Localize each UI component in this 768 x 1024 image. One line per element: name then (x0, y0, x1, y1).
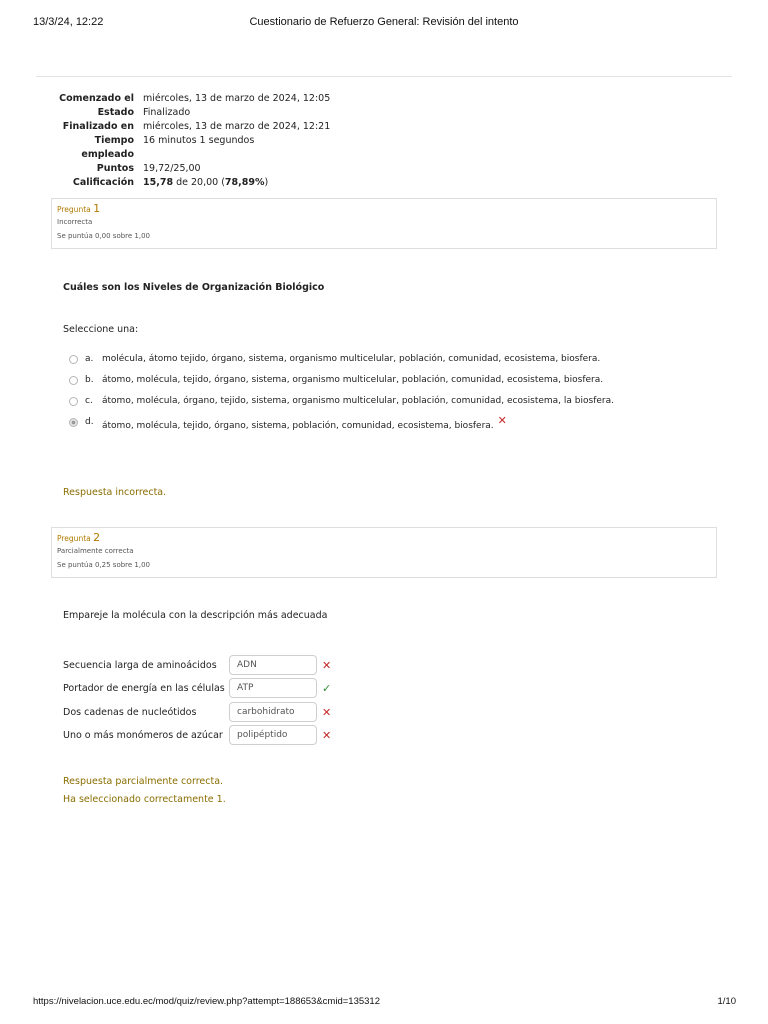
incorrect-icon: ✕ (322, 705, 332, 719)
question-2-info (51, 527, 717, 578)
option-letter: c. (85, 396, 93, 406)
summary-label: empleado (81, 149, 134, 160)
answer-option-d[interactable] (69, 414, 507, 431)
question-1-feedback: Respuesta incorrecta. (63, 487, 167, 498)
question-grade: Se puntúa 0,00 sobre 1,00 (57, 232, 151, 240)
match-label: Portador de energía en las células (63, 682, 225, 694)
match-row (63, 678, 343, 698)
print-datetime: 13/3/24, 12:22 (33, 16, 104, 28)
match-label: Secuencia larga de aminoácidos (63, 659, 217, 671)
summary-row-time (56, 134, 330, 148)
divider (36, 76, 732, 77)
option-letter: b. (85, 375, 94, 385)
option-text: átomo, molécula, órgano, tejido, sistema, organismo multicelular, población, comunidad, ecosistema, la biosfera. (102, 396, 614, 406)
answer-option-c[interactable] (69, 396, 614, 406)
option-text: átomo, molécula, tejido, órgano, sistema, organismo multicelular, población, comunidad, ecosistema, biosfera. (102, 375, 604, 385)
summary-value: miércoles, 13 de marzo de 2024, 12:21 (143, 121, 331, 132)
page-title: Cuestionario de Refuerzo General: Revisión del intento (249, 16, 519, 28)
incorrect-icon: ✕ (322, 658, 332, 672)
match-row (63, 702, 343, 722)
footer-url: https://nivelacion.uce.edu.ec/mod/quiz/review.php?attempt=188653&cmid=135312 (33, 996, 380, 1007)
question-number (57, 532, 711, 544)
radio-button[interactable] (69, 376, 78, 385)
correct-icon: ✓ (322, 681, 332, 695)
option-text: molécula, átomo tejido, órgano, sistema, organismo multicelular, población, comunidad, ecosistema, biosfera. (102, 354, 601, 364)
summary-row-state (56, 106, 330, 120)
summary-value: 19,72/25,00 (143, 163, 201, 174)
match-select[interactable]: polipéptido (229, 725, 317, 745)
grade-total: de 20,00 ( (173, 177, 225, 188)
question-state: Parcialmente correcta (57, 547, 134, 555)
question-state: Incorrecta (57, 218, 93, 226)
incorrect-icon: ✕ (322, 728, 332, 742)
footer-page-number: 1/10 (717, 996, 736, 1007)
incorrect-icon: ✕ (497, 414, 507, 427)
summary-label: Comenzado el (59, 93, 134, 104)
attempt-summary (56, 92, 330, 190)
question-1-info (51, 198, 717, 249)
match-select[interactable]: ADN (229, 655, 317, 675)
match-label: Uno o más monómeros de azúcar (63, 729, 223, 741)
summary-label: Calificación (72, 177, 134, 188)
radio-button-selected[interactable] (69, 418, 78, 427)
summary-label: Puntos (96, 163, 134, 174)
summary-row-finished (56, 120, 330, 134)
summary-label: Estado (97, 107, 134, 118)
question-1-prompt: Seleccione una: (63, 324, 139, 335)
answer-option-b[interactable] (69, 375, 603, 385)
summary-value: miércoles, 13 de marzo de 2024, 12:05 (143, 93, 331, 104)
question-number-value: 2 (93, 531, 101, 544)
radio-button[interactable] (69, 355, 78, 364)
match-select[interactable]: carbohidrato (229, 702, 317, 722)
match-row (63, 725, 343, 745)
question-2-text: Empareje la molécula con la descripción más adecuada (63, 610, 328, 621)
summary-value: 16 minutos 1 segundos (143, 135, 255, 146)
question-prefix: Pregunta (57, 205, 91, 214)
question-2-feedback-detail: Ha seleccionado correctamente 1. (63, 794, 226, 805)
option-letter: d. (85, 417, 94, 427)
summary-row-points (56, 162, 330, 176)
summary-value: Finalizado (143, 107, 191, 118)
summary-row-time-cont (56, 148, 330, 162)
summary-row-grade (56, 176, 330, 190)
question-2-feedback: Respuesta parcialmente correcta. (63, 776, 224, 787)
grade-score: 15,78 (143, 177, 174, 188)
answer-option-a[interactable] (69, 354, 600, 364)
question-1-text: Cuáles son los Niveles de Organización Biológico (63, 282, 325, 293)
question-grade: Se puntúa 0,25 sobre 1,00 (57, 561, 151, 569)
grade-percent: 78,89% (224, 177, 265, 188)
match-label: Dos cadenas de nucleótidos (63, 706, 197, 718)
question-number-value: 1 (93, 202, 101, 215)
summary-row-started (56, 92, 330, 106)
radio-button[interactable] (69, 397, 78, 406)
grade-close: ) (264, 177, 269, 188)
option-letter: a. (85, 354, 94, 364)
match-row (63, 655, 343, 675)
summary-label: Tiempo (94, 135, 134, 146)
question-number (57, 203, 711, 215)
option-text: átomo, molécula, tejido, órgano, sistema, población, comunidad, ecosistema, biosfera. (102, 421, 494, 431)
summary-value (143, 176, 268, 190)
question-prefix: Pregunta (57, 534, 91, 543)
match-select[interactable]: ATP (229, 678, 317, 698)
summary-label: Finalizado en (62, 121, 134, 132)
